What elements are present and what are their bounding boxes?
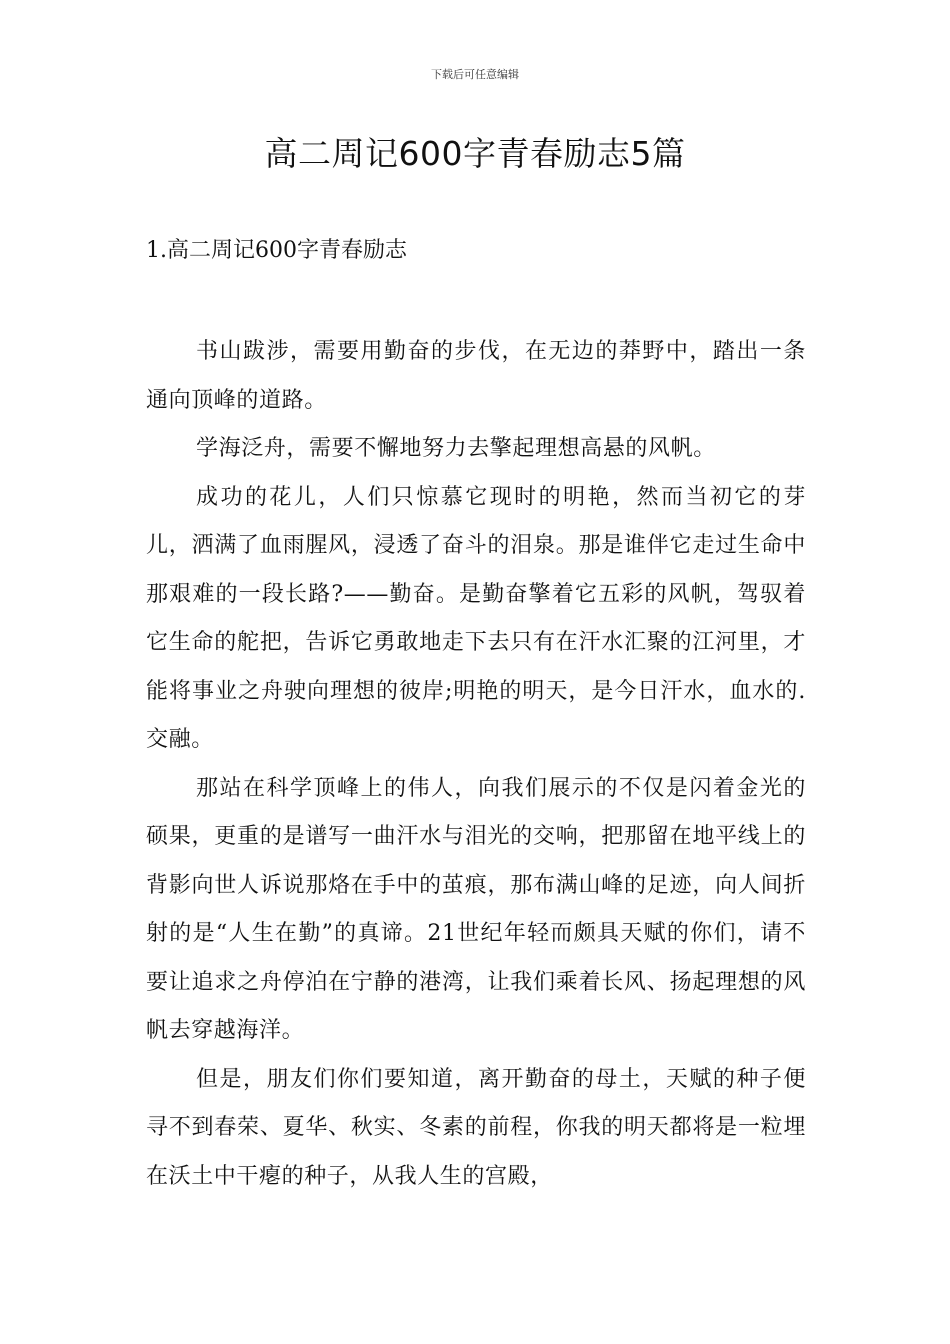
paragraph: 书山跋涉，需要用勤奋的步伐，在无边的莽野中，踏出一条通向顶峰的道路。 bbox=[146, 339, 806, 413]
paragraph: 但是，朋友们你们要知道，离开勤奋的母土，天赋的种子便寻不到春荣、夏华、秋实、冬素的前程，你我的明天都将是一粒埋在沃土中干瘪的种子，从我人生的宫殿， bbox=[146, 1066, 806, 1189]
body-text bbox=[146, 328, 806, 1201]
paragraph: 学海泛舟，需要不懈地努力去擎起理想高悬的风帆。 bbox=[196, 436, 716, 461]
paragraph: 那站在科学顶峰上的伟人，向我们展示的不仅是闪着金光的硕果，更重的是谱写一曲汗水与泪光的交响，把那留在地平线上的背影向世人诉说那烙在手中的茧痕，那布满山峰的足迹，向人间折射的是“人生在勤”的真谛。21世纪年轻而颇具天赋的你们，请不要让追求之舟停泊在宁静的港湾，让我们乘着长风、扬起理想的风帆去穿越海洋。 bbox=[146, 775, 806, 1043]
section-heading: 1.高二周记600字青春励志 bbox=[146, 238, 407, 263]
paragraph: 成功的花儿，人们只惊慕它现时的明艳，然而当初它的芽儿，洒满了血雨腥风，浸透了奋斗的泪泉。那是谁伴它走过生命中那艰难的一段长路?——勤奋。是勤奋擎着它五彩的风帆，驾驭着它生命的舵把，告诉它勇敢地走下去只有在汗水汇聚的江河里，才能将事业之舟驶向理想的彼岸;明艳的明天，是今日汗水，血水的.交融。 bbox=[146, 484, 806, 752]
header-note: 下载后可任意编辑 bbox=[431, 68, 519, 81]
document-title: 高二周记600字青春励志5篇 bbox=[264, 134, 686, 173]
